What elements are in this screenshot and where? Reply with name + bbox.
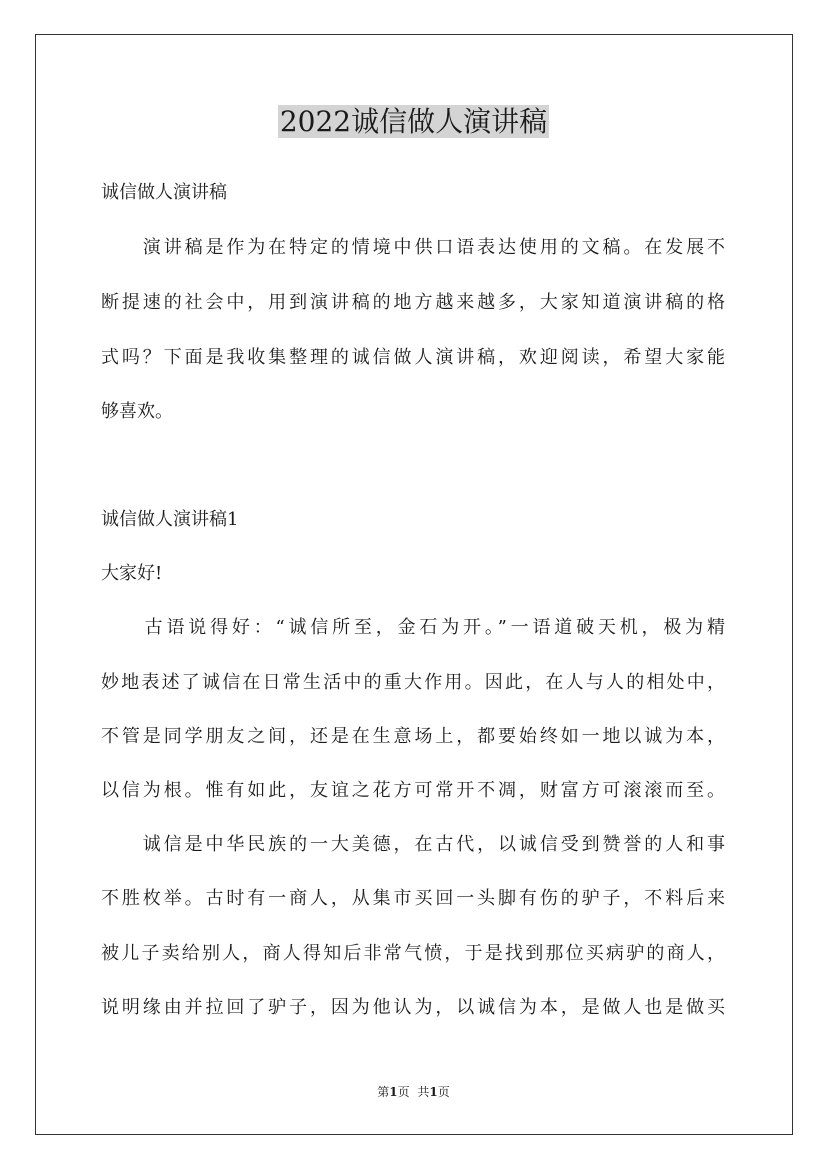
subtitle: 诚信做人演讲稿 — [101, 182, 227, 203]
page-footer — [0, 1083, 827, 1101]
paragraph-line: 以信为根。惟有如此，友谊之花方可常开不凋，财富方可滚滚而至。 — [101, 780, 725, 801]
paragraph-line: 妙地表述了诚信在日常生活中的重大作用。因此，在人与人的相处中， — [101, 672, 725, 693]
paragraph-line: 说明缘由并拉回了驴子，因为他认为，以诚信为本，是做人也是做买 — [101, 997, 725, 1018]
page-number: 1 — [389, 1085, 398, 1099]
paragraph-line: 被儿子卖给别人，商人得知后非常气愤，于是找到那位买病驴的商人， — [101, 943, 725, 964]
paragraph-line: 不管是同学朋友之间，还是在生意场上，都要始终如一地以诚为本， — [101, 726, 725, 747]
total-prefix: 共 — [417, 1085, 430, 1099]
section-heading: 诚信做人演讲稿1 — [101, 509, 239, 530]
paragraph-line: 不胜枚举。古时有一商人，从集市买回一头脚有伤的驴子，不料后来 — [101, 888, 725, 909]
greeting-line: 大家好! — [101, 563, 163, 584]
document-title — [0, 100, 827, 144]
document-title-text: 2022诚信做人演讲稿 — [279, 105, 548, 138]
paragraph-line: 够喜欢。 — [101, 401, 173, 422]
paragraph-line: 断提速的社会中，用到演讲稿的地方越来越多，大家知道演讲稿的格 — [101, 292, 725, 313]
page-suffix: 页 — [397, 1085, 410, 1099]
paragraph-line: 式吗？下面是我收集整理的诚信做人演讲稿，欢迎阅读，希望大家能 — [101, 347, 725, 368]
paragraph-line: 演讲稿是作为在特定的情境中供口语表达使用的文稿。在发展不 — [101, 237, 725, 258]
paragraph-line: 古语说得好：“诚信所至，金石为开。”一语道破天机，极为精 — [101, 617, 725, 638]
total-suffix: 页 — [437, 1085, 450, 1099]
paragraph-line: 诚信是中华民族的一大美德，在古代，以诚信受到赞誉的人和事 — [101, 834, 725, 855]
total-pages: 1 — [429, 1085, 438, 1099]
page-prefix: 第 — [377, 1085, 390, 1099]
